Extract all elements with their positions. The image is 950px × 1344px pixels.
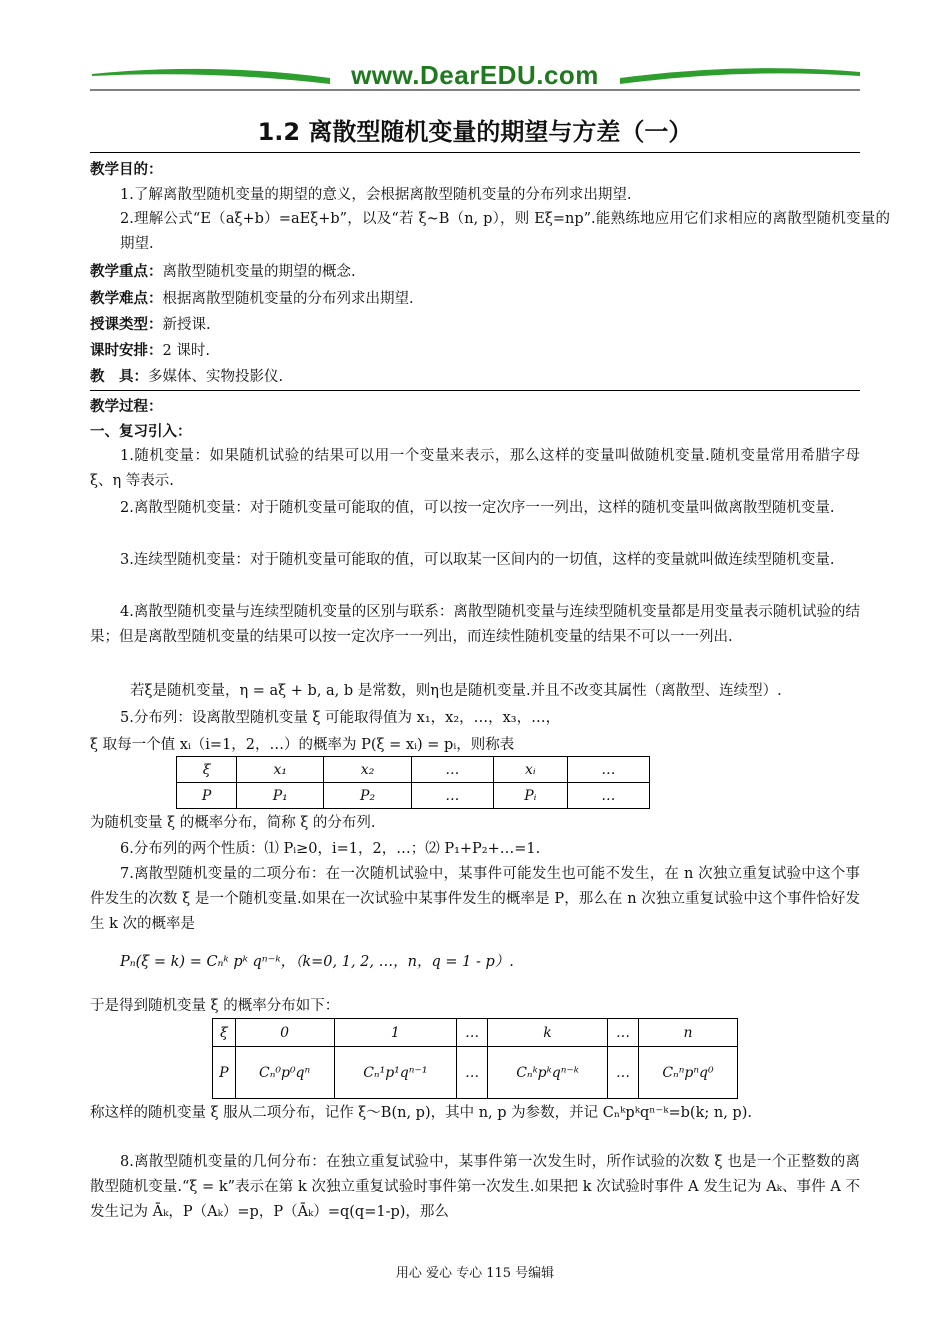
site-banner [90,60,860,100]
table-cell: x₁ [237,757,324,783]
meta-divider [90,390,860,391]
process-heading: 教学过程： [90,399,163,415]
meta-key-point: 教学重点：离散型随机变量的期望的概念. [90,264,356,280]
page-title: 1.2 离散型随机变量的期望与方差（一） [257,118,693,146]
table-cell: Cₙ¹p¹qⁿ⁻¹ [334,1047,457,1099]
para-continuous: 3.连续型随机变量：对于随机变量可能取的值，可以取某一区间内的一切值，这样的变量就叫做连续型随机变量. [120,552,835,568]
table-cell: … [607,1019,638,1047]
distribution-table [176,756,650,809]
para-distribution-1: 5.分布列：设离散型随机变量 ξ 可能取得值为 x₁，x₂，…，x₃，…， [120,710,561,726]
table-cell: P₂ [324,783,411,809]
table-cell: Cₙ⁰p⁰qⁿ [235,1047,334,1099]
site-url: www.DearEDU.com [351,60,599,90]
goals-heading: 教学目的： [90,162,163,178]
table-cell: x₂ [324,757,411,783]
para-properties: 6.分布列的两个性质：⑴ Pᵢ≥0，i=1，2，…；⑵ P₁+P₂+…=1. [120,841,541,857]
para-distribution-2: ξ 取每一个值 xᵢ（i=1，2，…）的概率为 P(ξ = xᵢ) = pᵢ，则称表 [90,737,515,753]
para-difference: 4.离散型随机变量与连续型随机变量的区别与联系：离散型随机变量与连续型随机变量都是用变量表示随机试验的结果；但是离散型随机变量的结果可以按一定次序一一列出，而连续性随机变量的结果不可以一一列出. [90,604,860,645]
table-cell: 0 [235,1019,334,1047]
meta-tools: 教 具：多媒体、实物投影仪. [90,369,284,385]
meta-schedule: 课时安排：2 课时. [90,343,210,359]
table-cell: P [177,783,237,809]
para-linear-transform: 若ξ是随机变量，η = aξ + b, a, b 是常数，则η也是随机变量.并且不改变其属性（离散型、连续型）. [130,683,782,699]
section-review: 一、复习引入： [90,424,192,440]
table-cell: … [411,757,493,783]
table-cell: k [488,1019,608,1047]
table-cell: P₁ [237,783,324,809]
meta-lesson-type: 授课类型：新授课. [90,317,211,333]
page-footer: 用心 爱心 专心 115 号编辑 [395,1266,555,1281]
table-cell: ξ [213,1019,236,1047]
para-distribution-3: 为随机变量 ξ 的概率分布，简称 ξ 的分布列. [90,815,376,831]
binomial-table [212,1018,738,1099]
table-cell: … [457,1019,488,1047]
para-random-variable: 1.随机变量：如果随机试验的结果可以用一个变量来表示，那么这样的变量叫做随机变量.随机变量常用希腊字母 ξ、η 等表示. [90,448,860,489]
para-discrete: 2.离散型随机变量：对于随机变量可能取的值，可以按一定次序一一列出，这样的随机变量叫做离散型随机变量. [120,500,835,516]
meta-difficulty: 教学难点：根据离散型随机变量的分布列求出期望. [90,291,414,307]
para-geometric: 8.离散型随机变量的几何分布：在独立重复试验中，某事件第一次发生时，所作试验的次数 ξ 也是一个正整数的离散型随机变量.“ξ = k”表示在第 k 次独立重复试验时事件第一次发生.如果把 k 次试验时事件 A 发生记为 Aₖ、事件 A 不发生记为 Āₖ，P（Aₖ）=p，P（Āₖ）=q(q=1-p)，那么 [90,1154,860,1220]
table-cell: Cₙᵏpᵏqⁿ⁻ᵏ [488,1047,608,1099]
para-binomial-table-intro: 于是得到随机变量 ξ 的概率分布如下： [90,998,340,1014]
goal-item-1: 1.了解离散型随机变量的期望的意义，会根据离散型随机变量的分布列求出期望. [120,187,632,203]
table-cell: P [213,1047,236,1099]
table-cell: 1 [334,1019,457,1047]
table-cell: … [567,757,649,783]
para-binomial: 7.离散型随机变量的二项分布：在一次随机试验中，某事件可能发生也可能不发生，在 n 次独立重复试验中这个事件发生的次数 ξ 是一个随机变量.如果在一次试验中某事件发生的概率是 P，那么在 n 次独立重复试验中这个事件恰好发生 k 次的概率是 [90,866,860,932]
table-cell: … [607,1047,638,1099]
table-cell: n [638,1019,737,1047]
table-cell: xᵢ [493,757,567,783]
table-cell: Cₙⁿpⁿq⁰ [638,1047,737,1099]
title-divider [90,152,860,153]
table-cell: … [457,1047,488,1099]
goal-item-2: 2.理解公式“E（aξ+b）=aEξ+b”，以及“若 ξ~B（n, p），则 Eξ=np”.能熟练地应用它们求相应的离散型随机变量的期望. [120,211,890,252]
table-cell: … [567,783,649,809]
para-binomial-notation: 称这样的随机变量 ξ 服从二项分布，记作 ξ～B(n, p)，其中 n, p 为参数，并记 Cₙᵏpᵏqⁿ⁻ᵏ=b(k; n, p). [90,1105,752,1121]
binomial-formula: Pₙ(ξ = k) = Cₙᵏ pᵏ qⁿ⁻ᵏ，（k=0, 1, 2, …，n，q = 1 - p）. [120,954,514,970]
table-cell: Pᵢ [493,783,567,809]
table-cell: … [411,783,493,809]
table-cell: ξ [177,757,237,783]
